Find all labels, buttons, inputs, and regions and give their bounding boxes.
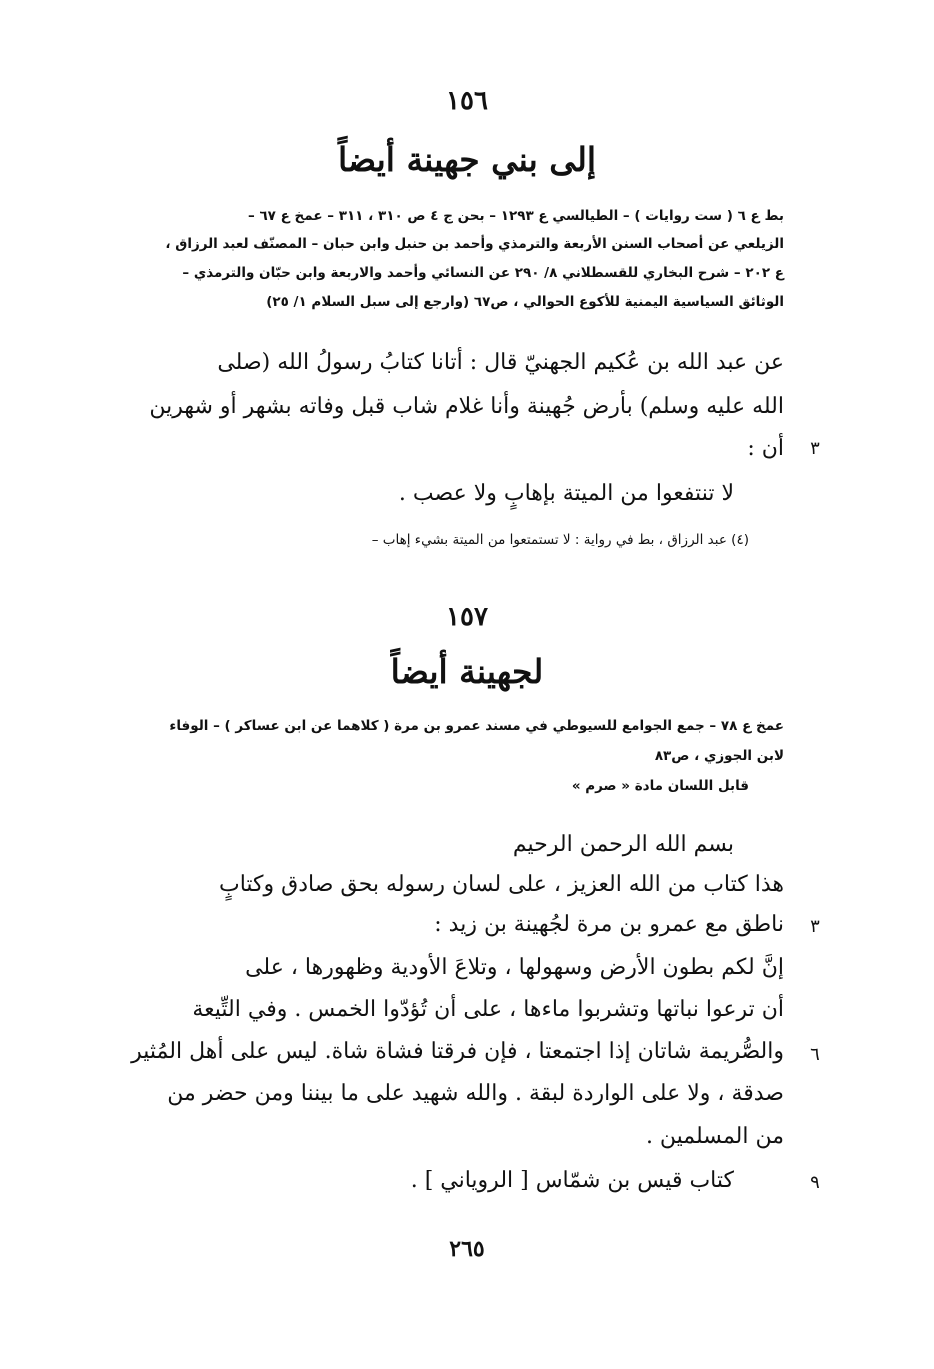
body-text-line: ناطق مع عمرو بن مرة لجُهينة بن زيد : [434, 912, 784, 937]
reference-line: عمخ ع ٧٨ – جمع الجوامع للسيوطي في مسند عمرو بن مرة ( كلاهما عن ابن عساكر ) – الوفاء [169, 718, 784, 734]
page-number: ٢٦٥ [449, 1236, 485, 1262]
reference-line: الزيلعي عن أصحاب السنن الأربعة والترمذي وأحمد بن حنبل وابن حبان – المصنّف لعبد الرزاق ، [165, 236, 784, 252]
body-text-line: بسم الله الرحمن الرحيم [512, 832, 734, 857]
section-title: لجهينة أيضاً [390, 652, 544, 691]
reference-line: قابل اللسان مادة « صرم » [571, 778, 749, 794]
section-title: إلى بني جهينة أيضاً [337, 140, 597, 179]
body-text-line: هذا كتاب من الله العزيز ، على لسان رسوله بحق صادق وكتابٍ [219, 872, 784, 897]
line-number: ٣ [810, 916, 820, 937]
line-number: ٦ [810, 1044, 820, 1065]
body-text-line: والصُّريمة شاتان إذا اجتمعتا ، فإن فرقتا فشاة شاة. ليس على أهل المُثير [131, 1039, 784, 1064]
body-text-line: من المسلمين . [645, 1124, 784, 1149]
line-number: ٣ [810, 438, 820, 459]
reference-line: لابن الجوزي ، ص٨٣ [654, 748, 784, 764]
body-text-line: أن : [747, 436, 784, 461]
reference-line: ع ٢٠٢ – شرح البخاري للقسطلاني ٨/ ٢٩٠ عن النسائي وأحمد والاربعة وابن حبّان والترمذي – [182, 265, 784, 281]
line-number: ٩ [810, 1172, 820, 1193]
section-number: ١٥٧ [446, 602, 488, 632]
reference-line: بط ع ٦ ( ست روايات ) – الطيالسي ع ١٢٩٣ – بحن ج ٤ ص ٣١٠ ، ٣١١ – عمخ ع ٦٧ – [247, 208, 784, 224]
body-text-line: أن ترعوا نباتها وتشربوا ماءها ، على أن تُؤدّوا الخمس . وفي التِّيعة [192, 997, 784, 1022]
body-text-line: عن عبد الله بن عُكيم الجهنيّ قال : أتانا كتابُ رسولُ الله (صلى [217, 350, 784, 375]
body-text-line: لا تنتفعوا من الميتة بإهابٍ ولا عصب . [398, 481, 734, 506]
section-number: ١٥٦ [446, 86, 488, 116]
body-text-line: إنَّ لكم بطون الأرض وسهولها ، وتلاعَ الأودية وظهورها ، على [245, 955, 784, 980]
footnote: (٤) عبد الرزاق ، بط في رواية : لا تستمتعوا من الميتة بشيء إهاب – [371, 532, 749, 548]
reference-line: الوثائق السياسية اليمنية للأكوع الحوالي ، ص٦٧ (وارجع إلى سبل السلام ١/ ٢٥) [266, 294, 784, 310]
body-text-line: صدقة ، ولا على الواردة لبقة . والله شهيد على ما بيننا ومن حضر من [167, 1081, 784, 1106]
body-text-line: الله عليه وسلم) بأرض جُهينة وأنا غلام شاب قبل وفاته بشهر أو شهرين [149, 394, 784, 419]
body-text-line: كتاب قيس بن شمّاس [ الروياني ] . [410, 1168, 734, 1193]
